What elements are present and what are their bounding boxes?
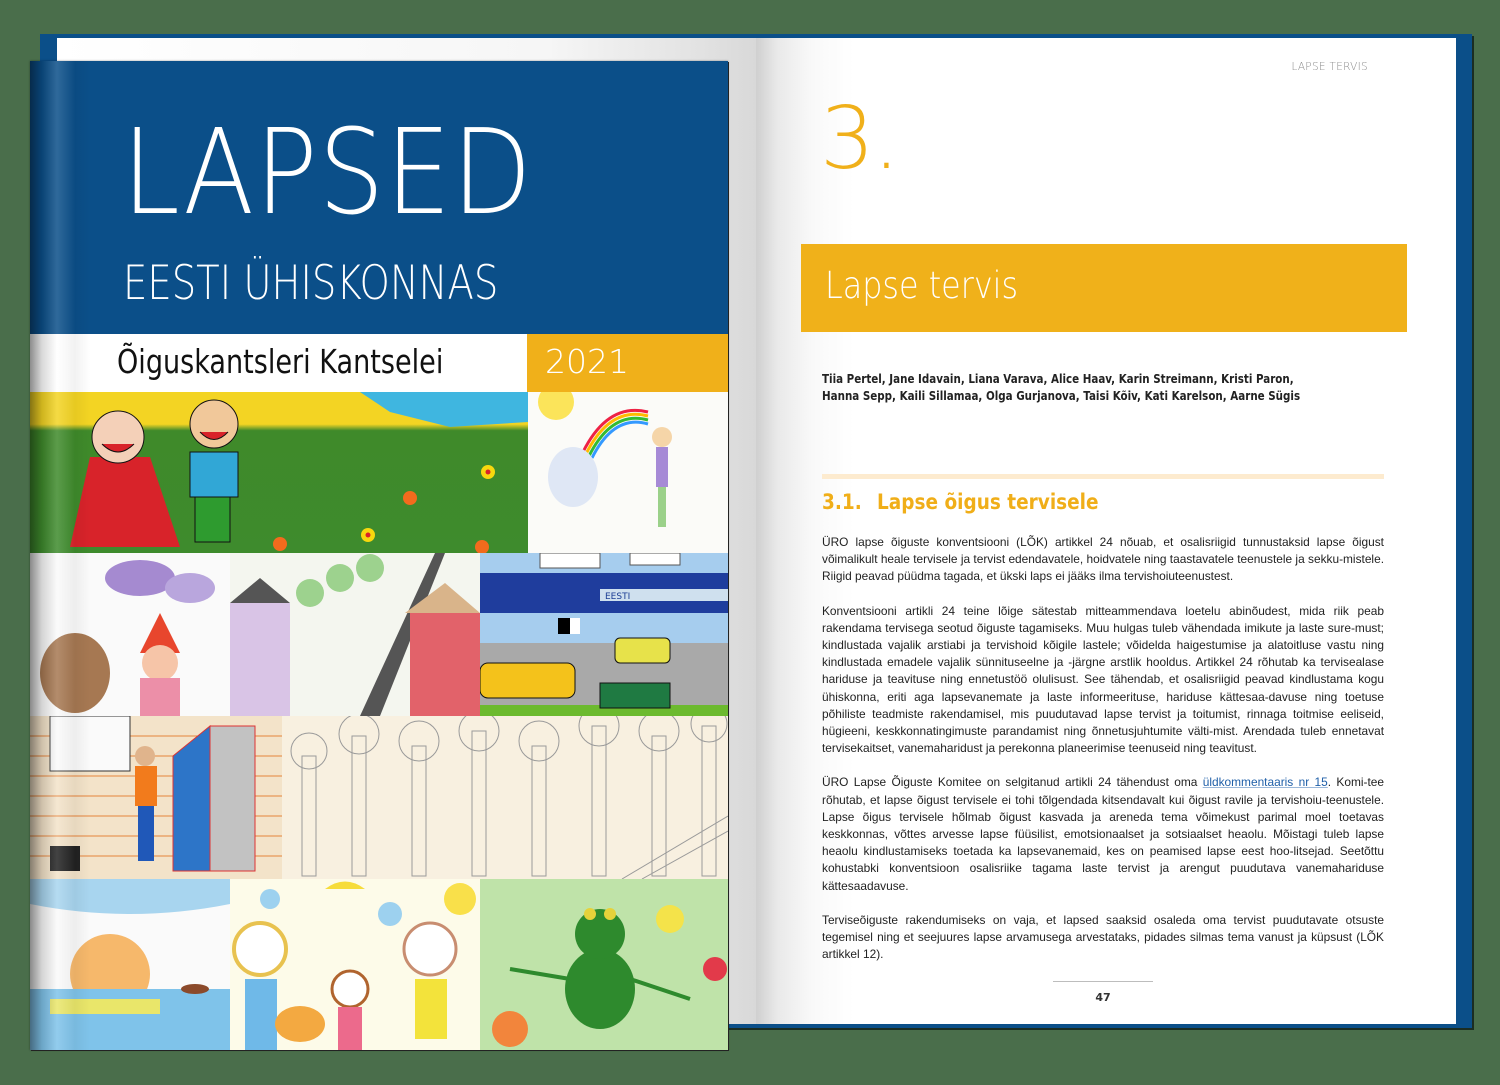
section-heading: [822, 490, 1099, 514]
paragraph-3-text: ÜRO Lapse Õiguste Komitee on selgitanud artikli 24 tähendust oma: [822, 775, 1203, 790]
svg-text:EESTI: EESTI: [605, 592, 631, 602]
drawing-art-icon: [282, 716, 728, 879]
drawing-green-frog: [480, 879, 728, 1050]
paragraph-4: Terviseõiguste rakendumiseks on vaja, et lapsed saaksid osaleda oma tervist puudutavate otsuste tegemisel ning et seejuures lapse arvamusega arvestataks, pidades silmas tema vanust ja küpsust (LÕK artikkel 12).: [822, 912, 1384, 962]
paragraph-2: Konventsiooni artikli 24 teine lõige sätestab mitteammendava loetelu abinõudest, mida riik peab rakendama tervisega seotud õiguste tagamiseks. Muu hulgas tuleb vähendada imikute ja laste sure-must; kindlustada vajalik arstiabi ja tervishoid kõigile lastele; võidelda haigestumise ja alatoitluse vastu ning kindlustada emadele vajalik sünnituseelne ja -järgne arstlik hooldus. Artikkel 24 rõhutab ka tervisealase hariduse ja teavituse ning ennetustöö olulisust. See tähendab, et osalisriigid peavad kindlustama kogu ühiskonna, eriti aga lapsevanemate ja laste informeerituse, hariduse kättesaa-davuse ning toetuse põhiliste teadmiste rakendamisel, mis puudutavad lapse tervist ja toitumist, rinnaga toitmise eeliseid, hügieeni, keskkonnatingimuste parandamist ning õnnetusjuhtumite välti-mist. Arendada tuleb ennetavat tervisekaitset, vanemaharidust ja perekonna planeerimise teenuseid ning teavitust.: [822, 603, 1384, 756]
authors: [822, 371, 1304, 405]
drawing-art-icon: [230, 553, 480, 716]
body-text: [822, 534, 1384, 980]
paragraph-1: ÜRO lapse õiguste konventsiooni (LÕK) artikkel 24 nõuab, et osalisriigid tunnustaksid lapse õigust võimalikult heale tervisele ja tervist edendavatele, hoidvatele ning taastavatele teenustele ja sekku-mistele. Riigid peavad püüdma tagada, et ükski laps ei jääks ilma tervishoiuteenustest.: [822, 535, 1384, 584]
footer-divider: [1053, 981, 1153, 982]
drawing-art-icon: [230, 879, 480, 1050]
cover-title: LAPSED: [122, 103, 533, 241]
year: 2021: [545, 342, 629, 381]
right-page: [756, 38, 1456, 1024]
drawing-art-icon: [30, 879, 230, 1050]
drawing-art-icon: [30, 716, 282, 879]
drawing-art-icon: [30, 392, 528, 553]
chapter-title: Lapse tervis: [825, 264, 1019, 307]
section-divider: [822, 474, 1384, 479]
children-drawings-collage: [30, 392, 728, 1050]
drawing-pencil-forest: [282, 716, 728, 879]
running-head: LAPSE TERVIS: [1291, 61, 1368, 73]
authors-line-2: Hanna Sepp, Kaili Sillamaa, Olga Gurjanova, Taisi Kõiv, Kati Karelson, Aarne Sügis: [822, 389, 1301, 403]
publisher-name: Õiguskantsleri Kantselei: [117, 342, 444, 381]
drawing-family-portrait: [230, 879, 480, 1050]
drawing-street-houses: [230, 553, 480, 716]
drawing-children-holding-hands: [30, 392, 528, 553]
drawing-rainbow-girl: [528, 392, 728, 553]
front-cover: [30, 61, 728, 1050]
cover-subtitle: EESTI ÜHISKONNAS: [123, 256, 499, 311]
drawing-harbour-eesti: [480, 553, 728, 716]
paragraph-3: [822, 774, 1384, 894]
chapter-title-band: [801, 244, 1407, 332]
publisher-bar: [30, 334, 728, 392]
drawing-art-icon: [480, 879, 728, 1050]
page-number: 47: [1095, 991, 1111, 1004]
section-title: Lapse õigus tervisele: [877, 490, 1099, 514]
drawing-art-icon: [528, 392, 728, 553]
chapter-number: 3.: [820, 89, 899, 189]
drawing-art-icon: [30, 553, 230, 716]
drawing-art-icon: [480, 553, 728, 716]
drawing-watercolor-girl: [30, 553, 230, 716]
section-number: 3.1.: [822, 490, 862, 514]
year-box: [527, 334, 728, 392]
drawing-man-at-door: [30, 716, 282, 879]
general-comment-15-link[interactable]: üldkommentaaris nr 15: [1202, 775, 1328, 790]
paragraph-3-text-continued: . Komi-tee rõhutab, et lapse õigust tervisele ei tohi tõlgendada kitsendavalt kui õigust ravile ja tervishoiu-teenustele. Lapse õigus tervisele hõlmab õigust kasvada ja areneda tema võimekust parimal moel toetavas keskkonnas, võttes arvesse lapse füüsilist, emotsionaalset ja sotsiaalset heaolu. Mõistagi tuleb lapse heaolu kindlustamiseks toetada ka lapsevanemaid, kes on peamised lapse eest hoo-litsejad. Seetõttu kohustabki konventsioon osalisriike tagama laste tervist ja arengut puudutava vanemahariduse kättesaadavuse.: [822, 775, 1385, 893]
drawing-sunset-boat: [30, 879, 230, 1050]
authors-line-1: Tiia Pertel, Jane Idavain, Liana Varava, Alice Haav, Karin Streimann, Kristi Paron,: [822, 372, 1294, 386]
